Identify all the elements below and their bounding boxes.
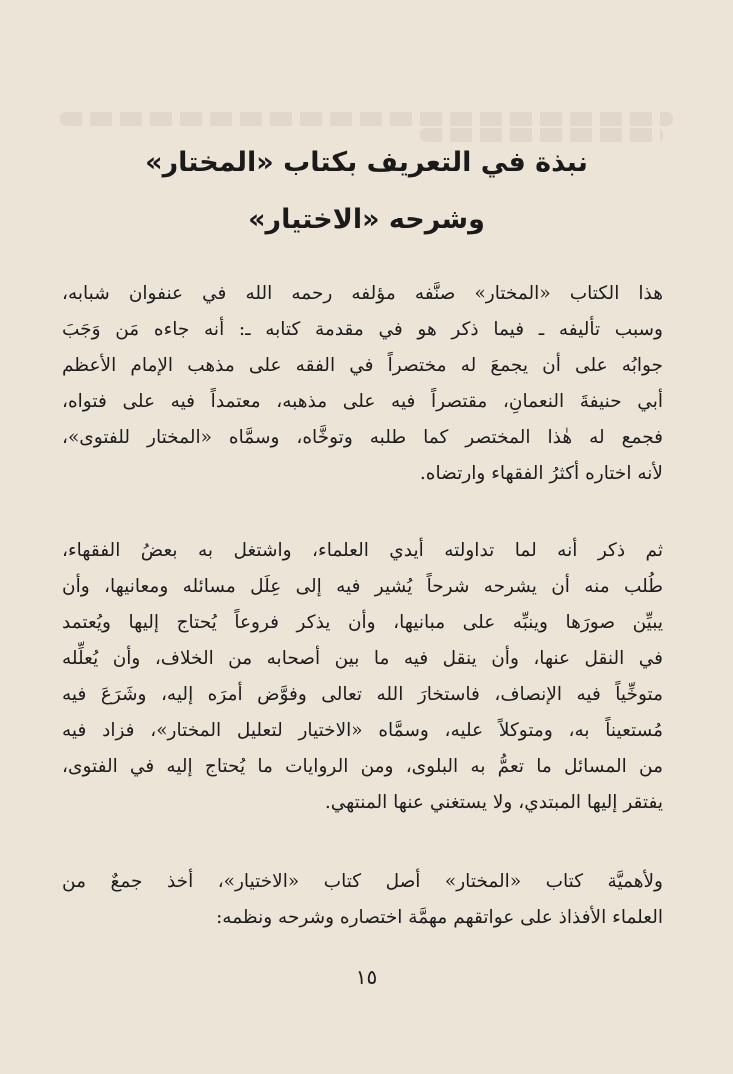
text-line: يبيِّن صورَها وينبِّه على مبانيها، وأن يذكر فروعاً يُحتاج إليها ويُعتمد	[62, 612, 663, 633]
bleed-through-texture	[60, 112, 673, 126]
bleed-through-texture	[420, 128, 663, 142]
text-line: ثم ذكر أنه لما تداولته أيدي العلماء، واشتغل به بعضُ الفقهاء،	[62, 540, 663, 561]
paragraph-3	[62, 864, 663, 936]
text-line: طُلب منه أن يشرحه شرحاً يُشير فيه إلى عِلَل مسائله ومعانيها، وأن	[62, 576, 663, 597]
text-line: ولأهميَّة كتاب «المختار» أصل كتاب «الاختيار»، أخذ جمعٌ من	[62, 871, 663, 892]
text-line: أبي حنيفةَ النعمانِ، مقتصراً فيه على مذهبه، معتمداً فيه على فتواه،	[62, 391, 663, 412]
text-line: من المسائل ما تعمُّ به البلوى، ومن الروايات ما يُحتاج إليه في الفتوى،	[62, 756, 663, 777]
text-line: في النقل عنها، وأن ينقل فيه ما بين أصحابه من الخلاف، وأن يُعلِّله	[62, 648, 663, 669]
text-line: لأنه اختاره أكثرُ الفقهاء وارتضاه.	[419, 463, 663, 484]
text-line: العلماء الأفذاذ على عواتقهم مهمَّة اختصاره وشرحه ونظمه:	[216, 907, 663, 928]
page-title: نبذة في التعريف بكتاب «المختار»	[145, 147, 588, 178]
page-number: ١٥	[355, 965, 378, 989]
page-subtitle: وشرحه «الاختيار»	[248, 204, 485, 235]
text-line: يفتقر إليها المبتدي، ولا يستغني عنها المنتهي.	[324, 792, 663, 813]
text-line: مُستعيناً به، ومتوكلاً عليه، وسمَّاه «الاختيار لتعليل المختار»، فزاد فيه	[62, 720, 663, 741]
text-line: وسبب تأليفه ـ فيما ذكر هو في مقدمة كتابه ـ: أنه جاءه مَن وَجَبَ	[62, 319, 663, 340]
text-line: متوخِّياً فيه الإنصاف، فاستخارَ الله تعالى وفوَّض أمرَه إليه، وشَرَعَ فيه	[62, 684, 663, 705]
paragraph-2	[62, 533, 663, 821]
text-line: فجمع له هٰذا المختصر كما طلبه وتوخَّاه، وسمَّاه «المختار للفتوى»،	[62, 427, 663, 448]
text-line: جوابُه على أن يجمعَ له مختصراً في الفقه على مذهب الإمام الأعظم	[62, 355, 663, 376]
paragraph-1	[62, 276, 663, 492]
text-line: هذا الكتاب «المختار» صنَّفه مؤلفه رحمه الله في عنفوان شبابه،	[62, 283, 663, 304]
